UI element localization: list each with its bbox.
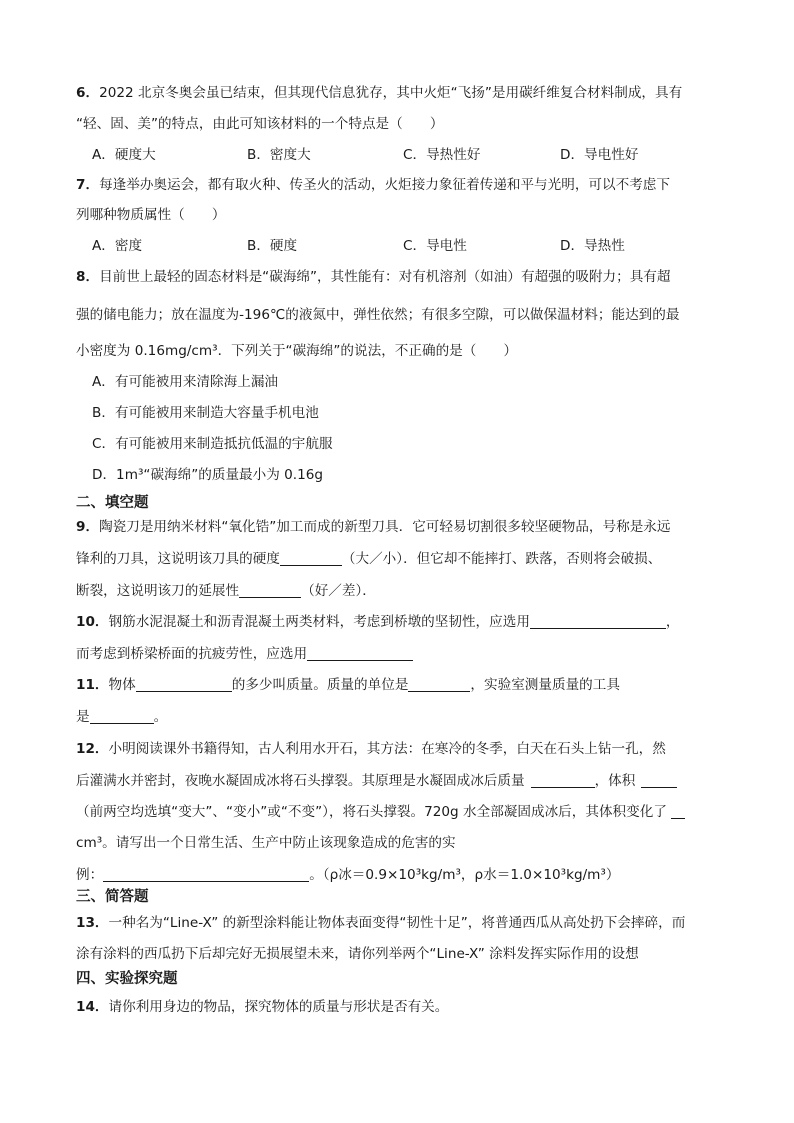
- section-heading-short-answer: 三、简答题: [76, 889, 149, 905]
- q8-line-1: 8．目前世上最轻的固态材料是“碳海绵”，其性能有：对有机溶剂（如油）有超强的吸附力；具有超: [76, 269, 671, 285]
- q13-number: 13．: [76, 915, 109, 931]
- q7-line-2: 列哪种物质属性（ ）: [76, 207, 226, 223]
- q11-blank-tool[interactable]: [90, 707, 154, 724]
- q8-number: 8．: [76, 269, 100, 285]
- q12-blank-mass[interactable]: [531, 771, 595, 788]
- q9-number: 9．: [76, 519, 100, 535]
- q8-option-a: A．有可能被用来清除海上漏油: [92, 374, 279, 390]
- q12-line-4: cm³。请写出一个日常生活、生产中防止该现象造成的危害的实: [76, 835, 456, 851]
- q7-option-a: A．密度: [92, 238, 143, 254]
- q10-line-1: 10．钢筋水泥混凝土和沥青混凝土两类材料，考虑到桥墩的坚韧性，应选用 ，: [76, 614, 680, 630]
- q12-blank-volume[interactable]: [641, 771, 677, 788]
- q7-line-1: 7．每逢举办奥运会，都有取火种、传圣火的活动，火炬接力象征着传递和平与光明，可以不考虑下: [76, 177, 670, 193]
- q8-option-d: D．1m³“碳海绵”的质量最小为 0.16g: [92, 467, 324, 483]
- q6-option-b: B．密度大: [247, 147, 311, 163]
- q11-blank-unit[interactable]: [408, 675, 470, 692]
- q8-line-3: 小密度为 0.16mg/cm³．下列关于“碳海绵”的说法，不正确的是（ ）: [76, 343, 518, 359]
- q6-line-2: “轻、固、美”的特点，由此可知该材料的一个特点是（ ）: [76, 116, 444, 132]
- q9-blank-hardness[interactable]: [280, 549, 342, 566]
- q9-line-2: 锋利的刀具，这说明该刀具的硬度 （大／小）．但它却不能摔打、跌落，否则将会破损、: [76, 551, 662, 567]
- section-heading-fill-in: 二、填空题: [76, 495, 149, 511]
- q12-line-1: 12．小明阅读课外书籍得知，古人利用水开石，其方法：在寒冷的冬季，白天在石头上钻一孔，然: [76, 741, 666, 757]
- q12-line-3: （前两空均选填“变大”、“变小”或“不变”），将石头撑裂。720g 水全部凝固成冰后，其体积变化了: [76, 801, 685, 823]
- q11-number: 11．: [76, 677, 109, 693]
- q14-line-1: 14．请你利用身边的物品，探究物体的质量与形状是否有关。: [76, 999, 449, 1015]
- q9-line-1: 9．陶瓷刀是用纳米材料“氧化锆”加工而成的新型刀具．它可轻易切割很多较坚硬物品，号称是永远: [76, 519, 671, 535]
- q13-line-2: 涂有涂料的西瓜扔下后却完好无损展望未来，请你列举两个“Line-X” 涂料发挥实际作用的设想: [76, 946, 639, 962]
- q11-line-2: 是 。: [76, 709, 168, 725]
- q6-option-c: C．导热性好: [403, 147, 481, 163]
- q8-option-c: C．有可能被用来制造抵抗低温的宇航服: [92, 436, 333, 452]
- q12-line-2: 后灌满水并密封，夜晚水凝固成冰将石头撑裂。其原理是水凝固成冰后质量 ，体积: [76, 770, 677, 792]
- q14-number: 14．: [76, 999, 109, 1015]
- q12-number: 12．: [76, 741, 109, 757]
- q6-option-d: D．导电性好: [560, 147, 639, 163]
- q9-line-3: 断裂，这说明该刀的延展性 （好／差）．: [76, 583, 376, 599]
- q10-line-2: 而考虑到桥梁桥面的抗疲劳性，应选用: [76, 643, 413, 665]
- section-heading-experiment: 四、实验探究题: [76, 971, 178, 987]
- q6-number: 6．: [76, 85, 100, 101]
- q10-blank-pier[interactable]: [530, 612, 666, 629]
- q12-blank-example[interactable]: [103, 865, 309, 882]
- q11-blank-definition[interactable]: [136, 675, 232, 692]
- q7-option-c: C．导电性: [403, 238, 467, 254]
- q7-option-b: B．硬度: [247, 238, 298, 254]
- q11-line-1: 11．物体 的多少叫质量。质量的单位是 ，实验室测量质量的工具: [76, 677, 620, 693]
- q6-line-1: 6．2022 北京冬奥会虽已结束，但其现代信息犹存，其中火炬“飞扬”是用碳纤维复合材料制成，具有: [76, 85, 683, 101]
- q9-blank-ductility[interactable]: [239, 581, 301, 598]
- q10-number: 10．: [76, 614, 109, 630]
- q12-line-5: 例： 。（ρ冰＝0.9×10³kg/m³，ρ水＝1.0×10³kg/m³）: [76, 867, 620, 883]
- q7-option-d: D．导热性: [560, 238, 625, 254]
- q6-option-a: A．硬度大: [92, 147, 156, 163]
- q10-blank-deck[interactable]: [307, 644, 413, 661]
- q12-blank-volume-change[interactable]: [671, 802, 685, 819]
- q8-line-2: 强的储电能力；放在温度为-196℃的液氮中，弹性依然；有很多空隙，可以做保温材料；能达到的最: [76, 307, 680, 323]
- q13-line-1: 13．一种名为“Line-X” 的新型涂料能让物体表面变得“韧性十足”，将普通西瓜从高处扔下会摔碎，而: [76, 915, 686, 931]
- q8-option-b: B．有可能被用来制造大容量手机电池: [92, 405, 319, 421]
- q7-number: 7．: [76, 177, 100, 193]
